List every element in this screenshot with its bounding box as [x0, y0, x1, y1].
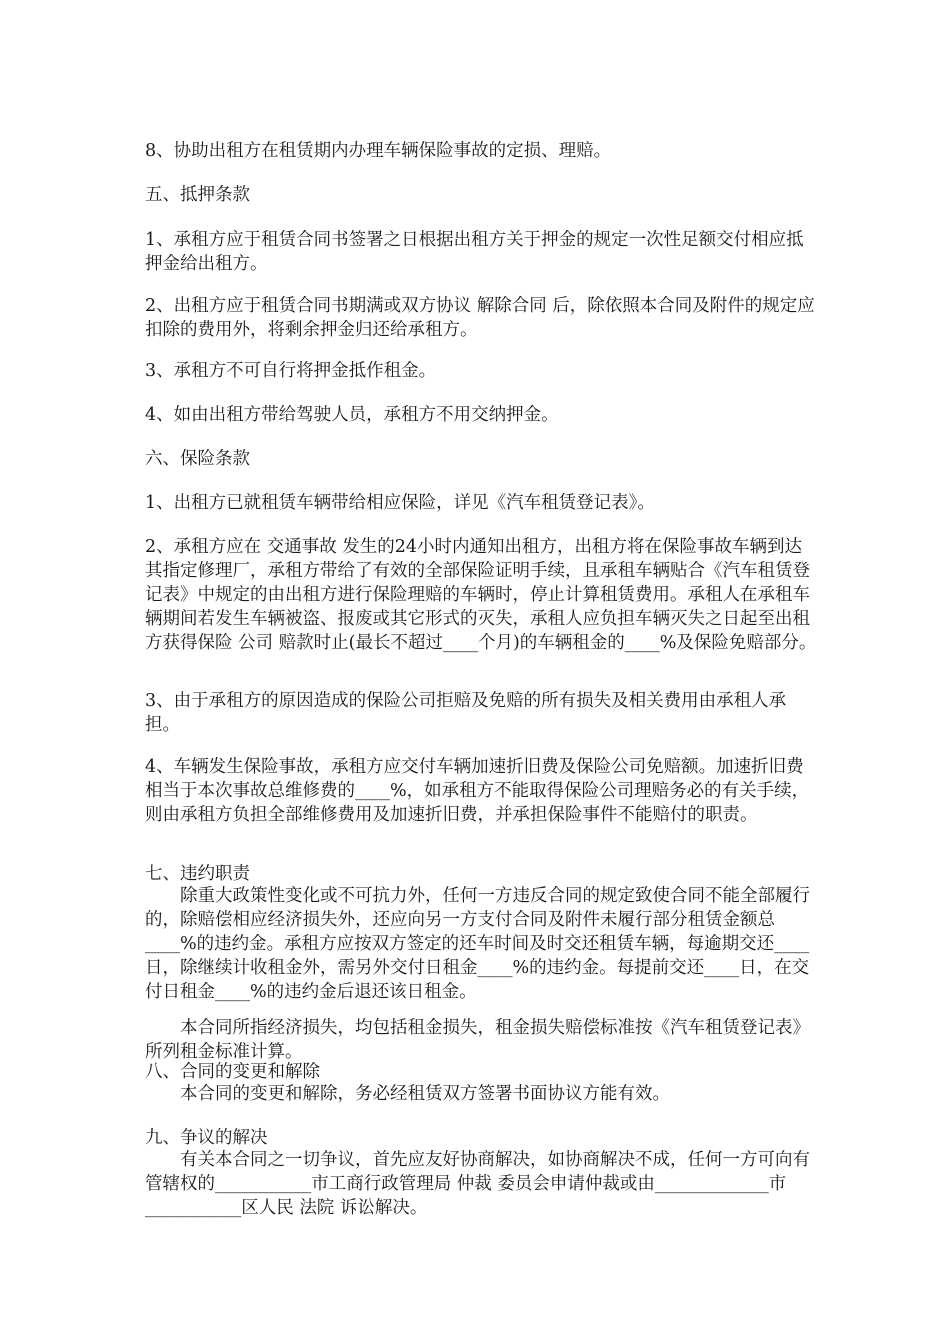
section-6-paragraph-4: 4、车辆发生保险事故，承租方应交付车辆加速折旧费及保险公司免赔额。加速折旧费相当于本次事故总维修费的____%，如承租方不能取得保险公司理赔务必的有关手续，则由承租方负担全部维修费用及加速折旧费，并承担保险事件不能赔付的职责。: [145, 757, 810, 825]
section-5-paragraph-1: 1、承租方应于租赁合同书签署之日根据出租方关于押金的规定一次性足额交付相应抵押金给出租方。: [145, 230, 804, 274]
section-5-title: 五、抵押条款: [145, 185, 250, 205]
section-9-paragraph-1: 有关本合同之一切争议，首先应友好协商解决，如协商解决不成，任何一方可向有管辖权的___________市工商行政管理局 仲裁 委员会申请仲裁或由_____________市___________区人民 法院 诉讼解决。: [145, 1150, 810, 1218]
section-5-paragraph-4: 4、如由出租方带给驾驶人员，承租方不用交纳押金。: [145, 405, 559, 425]
section-7-paragraph-2: 本合同所指经济损失，均包括租金损失，租金损失赔偿标准按《汽车租赁登记表》所列租金标准计算。: [145, 1018, 810, 1062]
section-8-title: 八、合同的变更和解除: [145, 1062, 320, 1082]
section-6-paragraph-3: 3、由于承租方的原因造成的保险公司拒赔及免赔的所有损失及相关费用由承租人承担。: [145, 691, 787, 735]
section-7-paragraph-1: 除重大政策性变化或不可抗力外，任何一方违反合同的规定致使合同不能全部履行的，除赔偿相应经济损失外，还应向另一方支付合同及附件未履行部分租赁金额总____%的违约金。承租方应按双方签定的还车时间及时交还租赁车辆，每逾期交还____日，除继续计收租金外，需另外交付日租金____%的违约金。每提前交还____日，在交付日租金____%的违约金后退还该日租金。: [145, 886, 810, 1002]
section-6-paragraph-1: 1、出租方已就租赁车辆带给相应保险，详见《汽车租赁登记表》。: [145, 493, 655, 513]
section-6-title: 六、保险条款: [145, 449, 250, 469]
section-9-title: 九、争议的解决: [145, 1128, 268, 1148]
section-5-paragraph-3: 3、承租方不可自行将押金抵作租金。: [145, 361, 437, 381]
section-5-paragraph-2: 2、出租方应于租赁合同书期满或双方协议 解除合同 后，除依照本合同及附件的规定应扣除的费用外，将剩余押金归还给承租方。: [145, 296, 815, 340]
item-8: 8、协助出租方在租赁期内办理车辆保险事故的定损、理赔。: [145, 141, 612, 161]
section-8-paragraph-1: 本合同的变更和解除，务必经租赁双方签署书面协议方能有效。: [180, 1084, 670, 1104]
section-6-paragraph-2: 2、承租方应在 交通事故 发生的24小时内通知出租方，出租方将在保险事故车辆到达其指定修理厂，承租方带给了有效的全部保险证明手续，且承租车辆贴合《汽车租赁登记表》中规定的由出租方进行保险理赔的车辆时，停止计算租赁费用。承租人在承租车辆期间若发生车辆被盗、报废或其它形式的灭失，承租人应负担车辆灭失之日起至出租方获得保险 公司 赔款时止(最长不超过____个月)的车辆租金的____%及保险免赔部分。: [145, 537, 817, 653]
section-7-title: 七、违约职责: [145, 864, 250, 884]
